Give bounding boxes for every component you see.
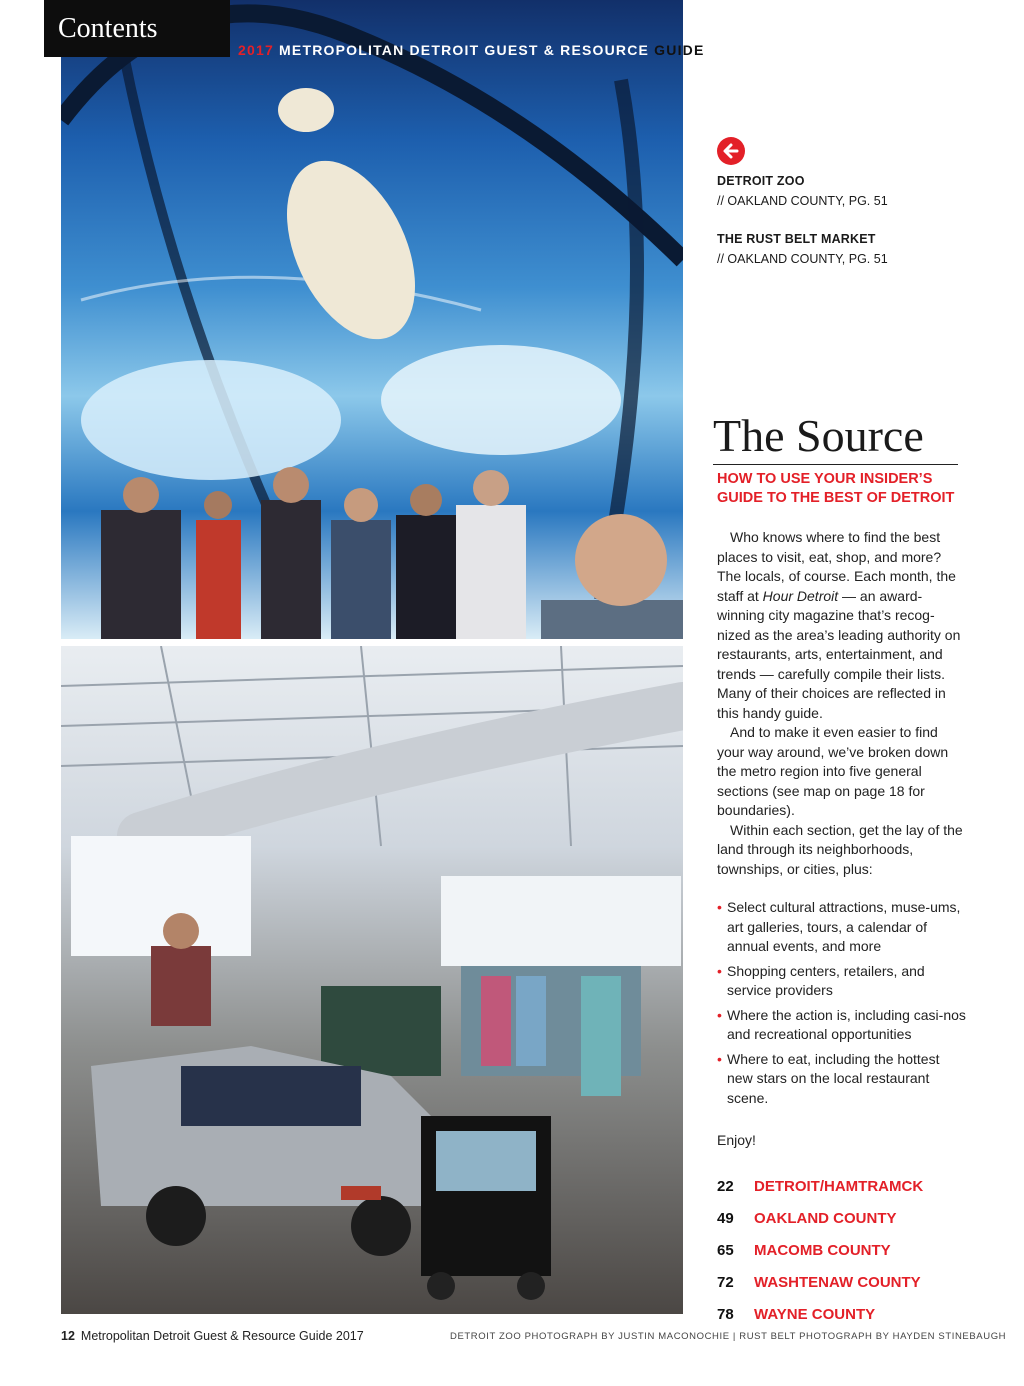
table-of-contents (717, 1170, 977, 1330)
article-title: The Source (713, 410, 958, 465)
publication-name: Metropolitan Detroit Guest & Resource Guide 2017 (80, 1329, 364, 1343)
toc-section-name: OAKLAND COUNTY (754, 1209, 897, 1227)
contents-label: Contents (58, 12, 158, 44)
location-subtitle: // OAKLAND COUNTY, PG. 51 (717, 194, 888, 208)
bullet-icon: • (717, 899, 722, 915)
toc-page-number: 65 (717, 1241, 734, 1259)
bullet-icon: • (717, 1006, 722, 1023)
toc-page-number: 22 (717, 1177, 734, 1195)
toc-page-number: 78 (717, 1305, 734, 1323)
location-caption-zoo (717, 174, 967, 208)
list-item: • Select cultural attractions, muse-ums, art galleries, tours, a calendar of annual events, and more (717, 899, 961, 954)
toc-section-name: WASHTENAW COUNTY (754, 1273, 921, 1291)
article-subhead: HOW TO USE YOUR INSIDER’S GUIDE TO THE BEST OF DETROIT (717, 471, 955, 506)
page-footer (61, 1329, 364, 1343)
list-item: • Shopping centers, retailers, and service providers (717, 962, 925, 998)
toc-section-name: MACOMB COUNTY (754, 1241, 891, 1259)
guide-year: 2017 (238, 42, 274, 58)
toc-entry-wayne[interactable] (717, 1298, 977, 1330)
toc-entry-detroit[interactable] (717, 1170, 977, 1202)
guide-title-text: METROPOLITAN DETROIT GUEST & RESOURCE (273, 42, 655, 58)
location-title: THE RUST BELT MARKET (717, 232, 876, 246)
contents-tab[interactable] (44, 0, 230, 57)
arrow-left-icon (717, 137, 745, 165)
toc-entry-oakland[interactable] (717, 1202, 977, 1234)
list-item: • Where the action is, including casi-nos and recreational opportunities (717, 1006, 966, 1042)
location-caption-market (717, 232, 967, 266)
guide-title (238, 42, 705, 58)
toc-entry-washtenaw[interactable] (717, 1266, 977, 1298)
paragraph-2: And to make it even easier to find your way around, we’ve broken down the metro region into five general sections (see map on page 18 for boundaries). (717, 724, 949, 818)
location-title: DETROIT ZOO (717, 174, 805, 188)
photo-credits: DETROIT ZOO PHOTOGRAPH BY JUSTIN MACONOCHIE | RUST BELT PHOTOGRAPH BY HAYDEN STINEBAUGH (450, 1331, 1007, 1342)
toc-entry-macomb[interactable] (717, 1234, 977, 1266)
bullet-icon: • (717, 962, 722, 979)
rust-belt-market-photo (61, 646, 683, 1314)
toc-page-number: 72 (717, 1273, 734, 1291)
article-body (717, 528, 967, 879)
magazine-name: Hour Detroit (762, 587, 839, 604)
paragraph-1: Who knows where to find the best places to visit, eat, shop, and more? The locals, of course. Each month, the staff at Hour Detroit — an award-winning city magazine that’s recog-nized as the area’s leading authority on restaurants, arts, entertainment, and trends — carefully compile their lists. Many of their choices are reflected in this handy guide. (717, 529, 961, 721)
enjoy-text: Enjoy! (717, 1132, 756, 1148)
bullet-icon: • (717, 1050, 722, 1067)
guide-title-text-end: GUIDE (654, 42, 705, 58)
paragraph-3: Within each section, get the lay of the land through its neighborhoods, townships, or cities, plus: (717, 821, 963, 877)
page-number: 12 (61, 1329, 75, 1343)
feature-list (717, 898, 967, 1113)
toc-section-name: DETROIT/HAMTRAMCK (754, 1177, 924, 1195)
toc-page-number: 49 (717, 1209, 734, 1227)
detroit-zoo-photo (61, 0, 683, 639)
toc-section-name: WAYNE COUNTY (754, 1305, 876, 1323)
market-interior-illustration (61, 646, 683, 1314)
list-item: • Where to eat, including the hottest new stars on the local restaurant scene. (717, 1050, 940, 1106)
zoo-tunnel-illustration (61, 0, 683, 639)
location-subtitle: // OAKLAND COUNTY, PG. 51 (717, 252, 888, 266)
